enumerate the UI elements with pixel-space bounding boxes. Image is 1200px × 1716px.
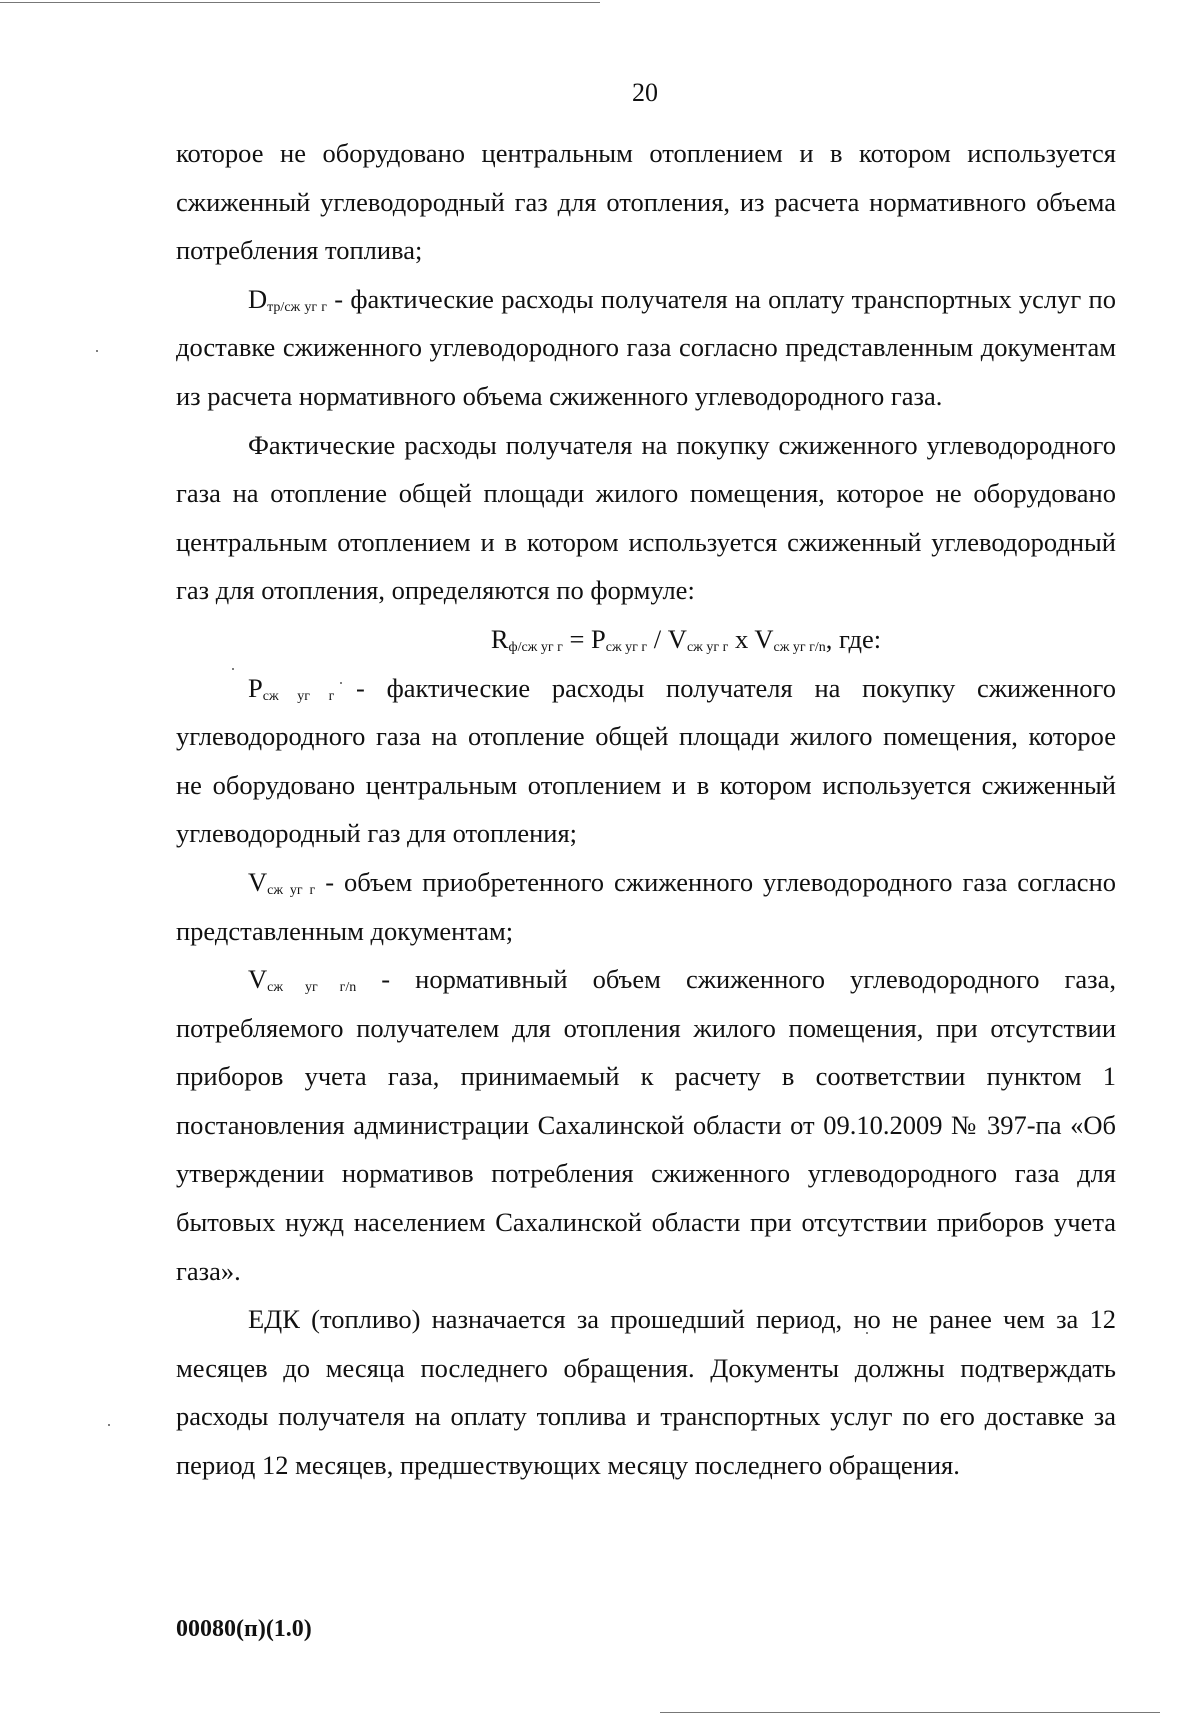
definition-text: - объем приобретенного сжиженного углеводородного газа согласно представленным документам; <box>176 866 1116 946</box>
definition-text: - фактические расходы получателя на покупку сжиженного углеводородного газа на отопление общей площади жилого помещения, которое не оборудовано центральным отоплением и в котором используется сжиженный углеводородный газ для отопления; <box>176 672 1116 849</box>
document-body <box>176 129 1116 1490</box>
formula-r: R <box>490 623 509 654</box>
formula-r-sub: ф/сж уг г <box>508 639 563 655</box>
paragraph-text: Фактические расходы получателя на покупку сжиженного углеводородного газа на отопление общей площади жилого помещения, которое не оборудовано центральным отоплением и в котором используется сжиженный углеводородный газ для отопления, определяются по формуле: <box>176 429 1116 606</box>
definition-text: - нормативный объем сжиженного углеводородного газа, потребляемого получателем для отопления жилого помещения, при отсутствии приборов учета газа, принимаемый к расчету в соответствии пунктом 1 постановления администрации Сахалинской области от 09.10.2009 № 397-па «Об утверждении нормативов потребления сжиженного углеводородного газа для бытовых нужд населением Сахалинской области при отсутствии приборов учета газа». <box>176 964 1116 1286</box>
term-subscript: сж уг г/n <box>267 980 357 996</box>
definition-transport-costs <box>176 275 1116 421</box>
paragraph-continuation <box>176 129 1116 275</box>
formula-v1: V <box>667 623 687 654</box>
definition-purchase-costs <box>176 664 1116 858</box>
definition-purchased-volume <box>176 858 1116 955</box>
paragraph-text: ЕДК (топливо) назначается за прошедший период, но не ранее чем за 12 месяцев до месяца последнего обращения. Документы должны подтверждать расходы получателя на оплату топлива и транспортных услуг по его доставке за период 12 месяцев, предшествующих месяцу последнего обращения. <box>176 1304 1116 1481</box>
scan-edge-top <box>0 2 600 3</box>
term-symbol: D <box>248 283 268 314</box>
formula-tail: , где: <box>825 623 882 654</box>
page-number: 20 <box>632 78 658 107</box>
formula <box>176 615 1116 664</box>
formula-v1-sub: сж уг г <box>686 639 729 655</box>
definition-text: - фактические расходы получателя на оплату транспортных услуг по доставке сжиженного углеводородного газа согласно представленным документам из расчета нормативного объема сжиженного углеводородного газа. <box>176 283 1116 411</box>
formula-multiply: x <box>728 623 755 654</box>
formula-p: P <box>591 623 606 654</box>
term-subscript: сж уг г <box>262 688 335 704</box>
term-subscript: сж уг г <box>267 882 316 898</box>
term-symbol: V <box>248 964 268 995</box>
formula-p-sub: сж уг г <box>605 639 648 655</box>
term-symbol: V <box>248 866 268 897</box>
document-code: 00080(п)(1.0) <box>176 1616 312 1642</box>
term-symbol: P <box>248 672 263 703</box>
formula-divide: / <box>647 623 668 654</box>
scan-speck <box>96 350 98 352</box>
paragraph-text: которое не оборудовано центральным отоплением и в котором используется сжиженный углеводородный газ для отопления, из расчета нормативного объема потребления топлива; <box>176 138 1116 266</box>
paragraph-edk-period <box>176 1295 1116 1489</box>
formula-v2-sub: сж уг г/n <box>773 639 826 655</box>
formula-v2: V <box>754 623 774 654</box>
paragraph-formula-intro <box>176 421 1116 615</box>
term-subscript: тр/сж уг г <box>267 299 327 315</box>
scan-edge-bottom <box>660 1712 1160 1713</box>
scan-speck <box>108 1424 110 1426</box>
definition-normative-volume <box>176 955 1116 1295</box>
formula-equals: = <box>562 623 592 654</box>
